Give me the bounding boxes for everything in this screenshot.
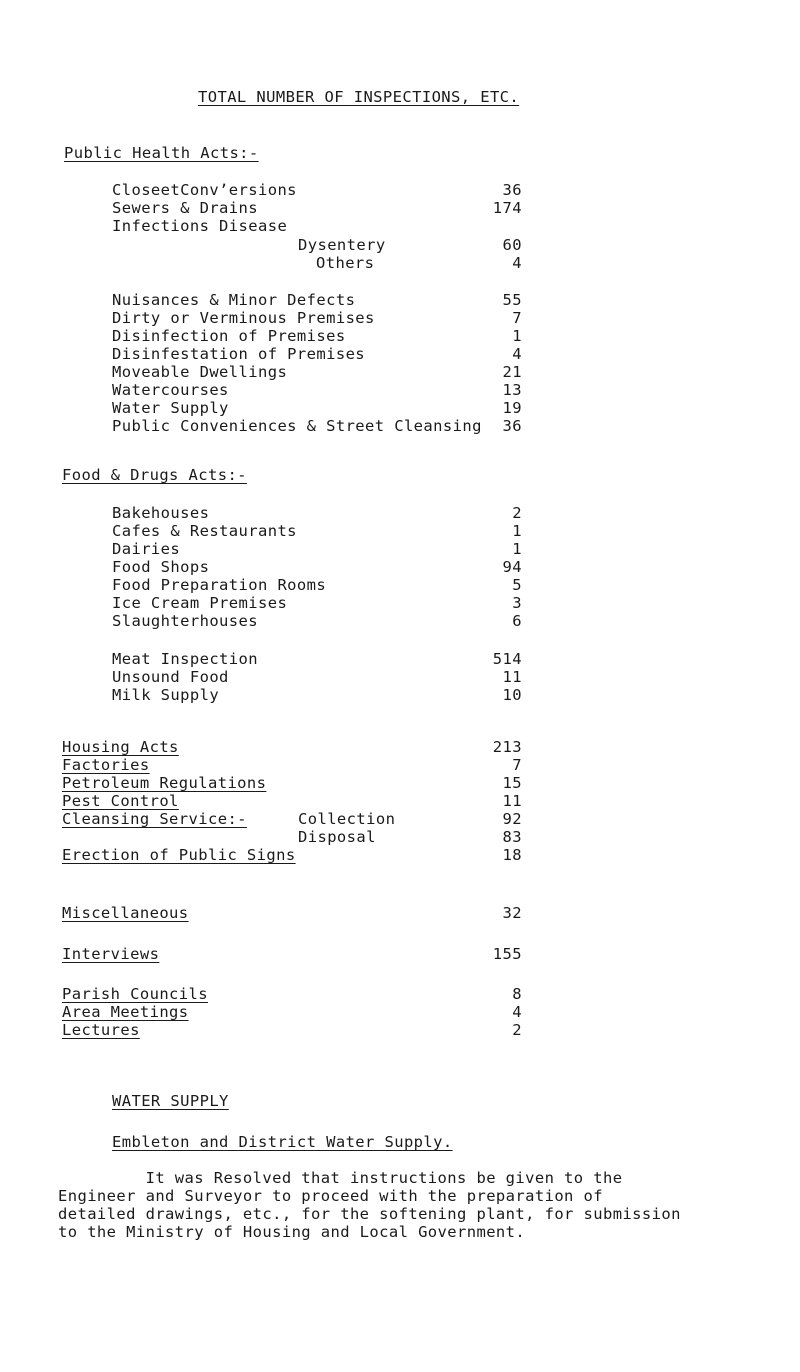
list-item-value: 4 xyxy=(512,345,522,363)
list-item-value: 6 xyxy=(512,612,522,630)
list-item-label: Meat Inspection xyxy=(112,650,258,668)
list-item-label: Watercourses xyxy=(112,381,229,399)
list-item-value: 8 xyxy=(512,985,522,1003)
list-item-value: 18 xyxy=(502,846,522,864)
list-item-value: 1 xyxy=(512,327,522,345)
list-item-label: Food Preparation Rooms xyxy=(112,576,327,594)
list-item-value: 15 xyxy=(502,774,522,792)
list-item-value: 2 xyxy=(512,504,522,522)
page-title: TOTAL NUMBER OF INSPECTIONS, ETC. xyxy=(198,88,520,106)
list-item-label: Pest Control xyxy=(62,792,179,810)
list-item-label: Sewers & Drains xyxy=(112,199,258,217)
list-item-label: Unsound Food xyxy=(112,668,229,686)
list-item-label: Interviews xyxy=(62,945,160,963)
list-item-value: 92 xyxy=(502,810,522,828)
list-item-value: 174 xyxy=(492,199,522,217)
list-item-label: Petroleum Regulations xyxy=(62,774,267,792)
list-item-value: 11 xyxy=(502,792,522,810)
list-item-label: Erection of Public Signs xyxy=(62,846,296,864)
list-item-label: Moveable Dwellings xyxy=(112,363,288,381)
paragraph-line: to the Ministry of Housing and Local Government. xyxy=(58,1223,526,1241)
list-item-value: 514 xyxy=(492,650,522,668)
list-item-value: 155 xyxy=(492,945,522,963)
list-item-label: Parish Councils xyxy=(62,985,208,1003)
list-item-value: 1 xyxy=(512,540,522,558)
list-item-value: 55 xyxy=(502,291,522,309)
list-item-value: 60 xyxy=(502,236,522,254)
food-drugs-heading: Food & Drugs Acts:- xyxy=(62,466,247,484)
list-item-label: Area Meetings xyxy=(62,1003,189,1021)
list-item-value: 7 xyxy=(512,309,522,327)
list-item-value: 10 xyxy=(502,686,522,704)
water-supply-subheading: Embleton and District Water Supply. xyxy=(112,1133,453,1151)
list-item-label: Food Shops xyxy=(112,558,210,576)
list-item-label: Infections Disease xyxy=(112,217,288,235)
list-item-value: 94 xyxy=(502,558,522,576)
water-supply-heading: WATER SUPPLY xyxy=(112,1092,229,1110)
list-item-label: Cafes & Restaurants xyxy=(112,522,297,540)
paragraph-line: It was Resolved that instructions be given to the xyxy=(58,1169,623,1187)
list-item-label: Lectures xyxy=(62,1021,140,1039)
list-item-value: 3 xyxy=(512,594,522,612)
paragraph-line: detailed drawings, etc., for the softening plant, for submission xyxy=(58,1205,681,1223)
list-item-label: Disposal xyxy=(298,828,376,846)
list-item-value: 2 xyxy=(512,1021,522,1039)
list-item-label: Others xyxy=(316,254,375,272)
list-item-value: 1 xyxy=(512,522,522,540)
public-health-heading: Public Health Acts:- xyxy=(64,144,259,162)
list-item-label: Disinfection of Premises xyxy=(112,327,346,345)
list-item-label: Public Conveniences & Street Cleansing xyxy=(112,417,482,435)
list-item-value: 36 xyxy=(502,417,522,435)
list-item-value: 4 xyxy=(512,1003,522,1021)
list-item-label: Ice Cream Premises xyxy=(112,594,288,612)
list-item-label: Slaughterhouses xyxy=(112,612,258,630)
list-item-value: 4 xyxy=(512,254,522,272)
paragraph-line: Engineer and Surveyor to proceed with the preparation of xyxy=(58,1187,603,1205)
list-item-label: Water Supply xyxy=(112,399,229,417)
list-item-value: 13 xyxy=(502,381,522,399)
list-item-value: 83 xyxy=(502,828,522,846)
list-item-label: Dysentery xyxy=(298,236,386,254)
list-item-value: 11 xyxy=(502,668,522,686)
list-item-value: 5 xyxy=(512,576,522,594)
list-item-label: Cleansing Service:- xyxy=(62,810,247,828)
list-item-value: 21 xyxy=(502,363,522,381)
list-item-label: Collection xyxy=(298,810,396,828)
list-item-label: Dairies xyxy=(112,540,181,558)
list-item-label: Miscellaneous xyxy=(62,904,189,922)
list-item-label: Factories xyxy=(62,756,150,774)
list-item-label: Nuisances & Minor Defects xyxy=(112,291,356,309)
list-item-label: Bakehouses xyxy=(112,504,210,522)
list-item-value: 213 xyxy=(492,738,522,756)
list-item-label: Dirty or Verminous Premises xyxy=(112,309,375,327)
list-item-value: 36 xyxy=(502,181,522,199)
list-item-label: Disinfestation of Premises xyxy=(112,345,366,363)
list-item-value: 19 xyxy=(502,399,522,417)
list-item-value: 32 xyxy=(502,904,522,922)
list-item-label: CloseetConvʼersions xyxy=(112,181,297,199)
list-item-label: Housing Acts xyxy=(62,738,179,756)
list-item-label: Milk Supply xyxy=(112,686,220,704)
list-item-value: 7 xyxy=(512,756,522,774)
